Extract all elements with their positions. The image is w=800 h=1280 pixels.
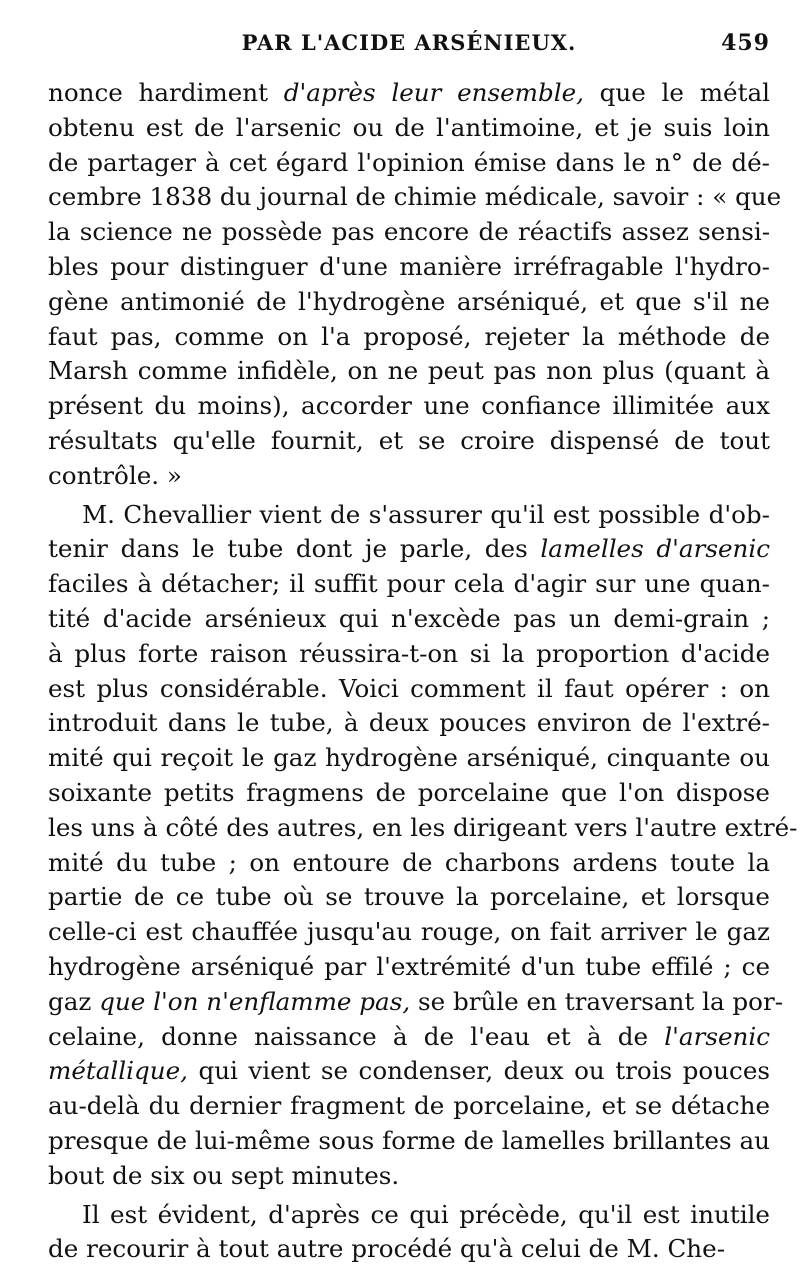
- text-segment: de recourir à tout autre procédé qu'à celui de M. Che-: [48, 1234, 726, 1264]
- text-line: [48, 354, 770, 389]
- text-segment: hydrogène arséniqué par l'extrémité d'un tube effilé ; ce: [48, 951, 770, 981]
- text-segment: mité du tube ; on entoure de charbons ardens toute la: [48, 847, 770, 877]
- text-segment: nonce hardiment: [48, 78, 284, 107]
- text-line: [48, 1159, 770, 1194]
- italic-text: d'après leur ensemble,: [283, 78, 584, 107]
- text-segment: presque de lui-même sous forme de lamelles brillantes au: [48, 1125, 770, 1155]
- paragraph: [48, 76, 782, 494]
- text-line: [48, 76, 770, 111]
- text-segment: M. Chevallier vient de s'assurer qu'il est possible d'ob-: [82, 499, 770, 529]
- text-segment: gaz: [48, 986, 100, 1016]
- text-segment: faciles à détacher; il suffit pour cela d'agir sur une quan-: [48, 569, 770, 599]
- paragraph: [48, 498, 798, 1194]
- text-line: [48, 1124, 770, 1159]
- text-segment: présent du moins), accorder une confiance illimitée aux: [48, 391, 770, 421]
- text-line: [48, 1089, 770, 1124]
- text-segment: soixante petits fragmens de porcelaine que l'on dispose: [48, 777, 770, 807]
- page-header: [48, 30, 770, 76]
- text-line: [48, 776, 770, 811]
- text-segment: au-delà du dernier fragment de porcelaine, et se détache: [48, 1091, 770, 1121]
- text-line: [48, 985, 784, 1020]
- text-line: [48, 250, 770, 285]
- text-line: [48, 602, 770, 637]
- text-line: [48, 880, 770, 915]
- running-head: PAR L'ACIDE ARSÉNIEUX.: [241, 30, 577, 55]
- text-segment: tité d'acide arsénieux qui n'excède pas un demi-grain ;: [48, 603, 770, 633]
- text-line: [48, 741, 770, 776]
- text-line: [48, 637, 770, 672]
- text-segment: mité qui reçoit le gaz hydrogène arséniqué, cinquante ou: [48, 743, 770, 773]
- text-segment: cembre 1838 du journal de chimie médicale, savoir : « que: [48, 182, 782, 212]
- text-line: [48, 180, 782, 215]
- text-line: [48, 846, 770, 881]
- text-segment: obtenu est de l'arsenic ou de l'antimoine, et je suis loin: [48, 112, 770, 142]
- text-segment: Il est évident, d'après ce qui précède, qu'il est inutile: [82, 1199, 770, 1229]
- text-segment: contrôle. »: [48, 460, 182, 490]
- text-line: [48, 215, 770, 250]
- text-segment: les uns à côté des autres, en les dirigeant vers l'autre extré-: [48, 812, 798, 842]
- text-line: [48, 285, 770, 320]
- text-segment: que le métal: [583, 78, 770, 107]
- text-line: [48, 389, 770, 424]
- text-line: [48, 1054, 770, 1089]
- text-line: [48, 1020, 770, 1055]
- text-line: [48, 567, 770, 602]
- paragraph: [48, 1198, 770, 1268]
- text-line: [48, 424, 770, 459]
- text-line: [48, 1232, 770, 1267]
- text-segment: résultats qu'elle fournit, et se croire dispensé de tout: [48, 425, 770, 455]
- italic-text: que l'on n'enflamme pas,: [99, 986, 411, 1016]
- text-segment: faut pas, comme on l'a proposé, rejeter la méthode de: [48, 321, 770, 351]
- text-line: [48, 532, 770, 567]
- text-segment: qui vient se condenser, deux ou trois pouces: [187, 1056, 770, 1086]
- text-line: [48, 111, 770, 146]
- text-line: [48, 320, 770, 355]
- text-segment: Marsh comme infidèle, on ne peut pas non plus (quant à: [48, 356, 770, 386]
- text-segment: introduit dans le tube, à deux pouces environ de l'extré-: [48, 708, 770, 738]
- italic-text: lamelles d'arsenic: [540, 534, 770, 564]
- text-line: [48, 1198, 770, 1233]
- text-segment: partie de ce tube où se trouve la porcelaine, et lorsque: [48, 882, 770, 912]
- text-line: [48, 672, 770, 707]
- text-segment: bout de six ou sept minutes.: [48, 1160, 400, 1190]
- text-line: [48, 811, 798, 846]
- text-segment: la science ne possède pas encore de réactifs assez sensi-: [48, 217, 770, 247]
- text-segment: à plus forte raison réussira-t-on si la proportion d'acide: [48, 638, 770, 668]
- text-segment: se brûle en traversant la por-: [410, 986, 784, 1016]
- text-segment: de partager à cet égard l'opinion émise dans le n° de dé-: [48, 147, 770, 177]
- text-line: [48, 498, 770, 533]
- text-segment: bles pour distinguer d'une manière irréfragable l'hydro-: [48, 251, 770, 281]
- italic-text: métallique,: [48, 1056, 188, 1086]
- text-line: [48, 915, 770, 950]
- text-line: [48, 950, 770, 985]
- text-segment: est plus considérable. Voici comment il faut opérer : on: [48, 673, 770, 703]
- text-segment: gène antimonié de l'hydrogène arséniqué, et que s'il ne: [48, 286, 770, 316]
- text-segment: tenir dans le tube dont je parle, des: [48, 534, 541, 564]
- text-line: [48, 459, 770, 494]
- body-text: [48, 76, 798, 1267]
- text-line: [48, 706, 770, 741]
- text-segment: celaine, donne naissance à de l'eau et à de: [48, 1021, 665, 1051]
- text-line: [48, 146, 770, 181]
- italic-text: l'arsenic: [664, 1021, 770, 1051]
- page-number: 459: [721, 30, 770, 56]
- text-segment: celle-ci est chauffée jusqu'au rouge, on fait arriver le gaz: [48, 917, 770, 947]
